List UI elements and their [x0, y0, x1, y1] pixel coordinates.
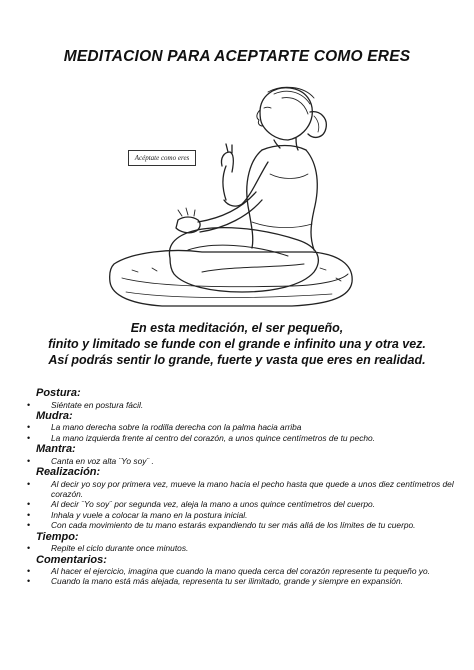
section-list	[26, 543, 460, 553]
right-hand	[176, 217, 200, 233]
section-comentarios	[26, 554, 460, 587]
section-list	[26, 456, 460, 466]
section-list	[26, 566, 460, 587]
meditating-woman-illustration	[92, 82, 372, 316]
section-heading: Postura:	[36, 387, 81, 399]
section-list	[26, 479, 460, 531]
list-item: • Al hacer el ejercicio, imagina que cuando la mano queda cerca del corazón represente tu pequeño yo.	[26, 566, 460, 576]
section-postura	[26, 387, 460, 410]
section-heading: Mudra:	[36, 409, 73, 422]
page-title: MEDITACION PARA ACEPTARTE COMO ERES	[63, 48, 411, 65]
list-item: • Inhala y vuele a colocar la mano en la postura inicial.	[26, 510, 460, 520]
section-tiempo	[26, 531, 460, 554]
section-heading: Mantra:	[36, 443, 76, 456]
list-item: • La mano derecha sobre la rodilla derecha con la palma hacia arriba	[26, 422, 460, 432]
left-arm	[224, 162, 268, 206]
list-item: • Cuando la mano está más alejada, representa tu ser ilimitado, grande y siempre en expansión.	[26, 576, 460, 586]
section-list	[26, 422, 460, 443]
section-mudra	[26, 410, 460, 443]
list-item: • Con cada movimiento de tu mano estarás expandiendo tu ser más allá de los límites de tu cuerpo.	[26, 520, 460, 530]
head	[260, 88, 312, 140]
list-item: • Al decir yo soy por primera vez, mueve la mano hacia el pecho hasta que quede a unos diez centímetros del corazón.	[26, 479, 460, 500]
left-hand	[221, 144, 233, 172]
list-item: • La mano izquierda frente al centro del corazón, a unos quince centímetros de tu pecho.	[26, 433, 460, 443]
intro-line: Así podrás sentir lo grande, fuerte y vasta que eres en realidad.	[48, 353, 426, 367]
intro-line: En esta meditación, el ser pequeño,	[130, 321, 344, 335]
list-item: • Canta en voz alta ¨Yo soy¨ .	[26, 456, 460, 466]
list-item: • Al decir ¨Yo soy¨ por segunda vez, aleja la mano a unos quince centímetros del cuerpo.	[26, 499, 460, 509]
instruction-sections	[26, 387, 460, 587]
section-heading: Realización:	[36, 466, 101, 479]
hair-bun	[308, 112, 326, 138]
list-item: • Repite el ciclo durante once minutos.	[26, 543, 460, 553]
section-mantra	[26, 443, 460, 466]
intro-text	[30, 320, 444, 368]
section-heading: Tiempo:	[36, 530, 79, 543]
section-realizacion	[26, 466, 460, 531]
legs	[169, 228, 318, 292]
section-list	[26, 400, 460, 410]
list-item: • Siéntate en postura fácil.	[26, 400, 460, 410]
section-heading: Comentarios:	[36, 553, 107, 566]
intro-line: finito y limitado se funde con el grande e infinito una y otra vez.	[48, 337, 426, 351]
illustration-caption: Acéptate como eres	[128, 150, 196, 166]
